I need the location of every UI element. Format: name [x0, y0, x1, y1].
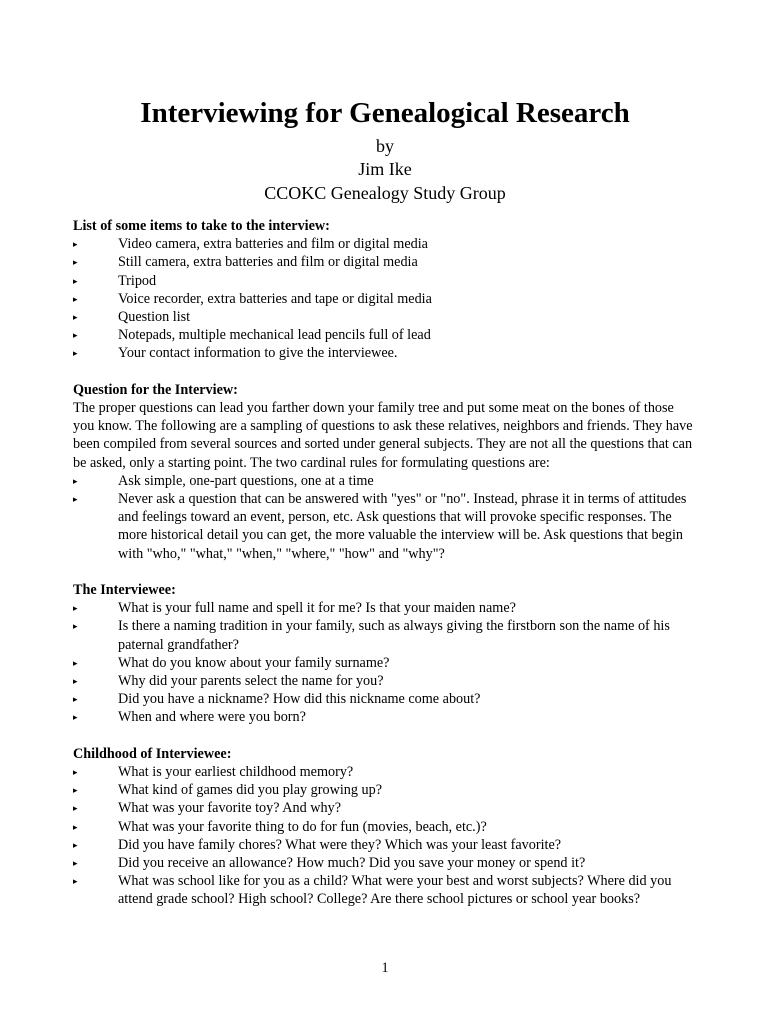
list-item-text: Your contact information to give the interviewee.: [118, 345, 398, 362]
list-item-text: Did you have a nickname? How did this nickname come about?: [118, 691, 481, 708]
list-item-text: Is there a naming tradition in your family, such as always giving the firstborn son the name of his paternal grandfather?: [118, 618, 670, 653]
section-items: [73, 217, 698, 363]
list-item: [73, 836, 698, 854]
list-item: [73, 272, 698, 290]
page-number: 1: [381, 960, 389, 976]
list-item: [73, 690, 698, 708]
bullet-arrow-icon: ▸: [73, 621, 78, 632]
list-item: [73, 818, 698, 836]
list-item: [73, 344, 698, 362]
list-item-text: What kind of games did you play growing up?: [118, 782, 382, 799]
bullet-arrow-icon: ▸: [73, 275, 78, 286]
list-item-text: Still camera, extra batteries and film or digital media: [118, 254, 418, 271]
list-item: [73, 672, 698, 690]
document-title: Interviewing for Genealogical Research: [140, 97, 630, 129]
list-item-text: Voice recorder, extra batteries and tape or digital media: [118, 290, 432, 307]
section-heading: Childhood of Interviewee:: [73, 745, 232, 762]
list-item: [73, 599, 698, 617]
list-item: [73, 799, 698, 817]
list-item-text: Why did your parents select the name for you?: [118, 673, 384, 690]
list-item-text: What was school like for you as a child? What were your best and worst subjects? Where did you attend grade school? High school? College? Are there school pictures or school year books?: [118, 873, 672, 908]
bullet-list: [73, 235, 698, 362]
list-item-text: What was your favorite thing to do for fun (movies, beach, etc.)?: [118, 818, 487, 835]
bullet-arrow-icon: ▸: [73, 839, 78, 850]
bullet-arrow-icon: ▸: [73, 475, 78, 486]
list-item: [73, 763, 698, 781]
list-item: [73, 617, 698, 653]
section-interviewee: [73, 581, 698, 727]
group-name: CCOKC Genealogy Study Group: [264, 183, 506, 203]
list-item-text: Did you receive an allowance? How much? Did you save your money or spend it?: [118, 855, 586, 872]
list-item: [73, 290, 698, 308]
bullet-arrow-icon: ▸: [73, 348, 78, 359]
list-item: [73, 872, 698, 908]
bullet-arrow-icon: ▸: [73, 712, 78, 723]
list-item-text: Notepads, multiple mechanical lead pencils full of lead: [118, 327, 431, 344]
author-name: Jim Ike: [358, 159, 412, 179]
list-item-text: Ask simple, one-part questions, one at a time: [118, 472, 374, 489]
list-item: [73, 253, 698, 271]
bullet-arrow-icon: ▸: [73, 603, 78, 614]
bullet-arrow-icon: ▸: [73, 312, 78, 323]
bullet-arrow-icon: ▸: [73, 821, 78, 832]
section-heading: Question for the Interview:: [73, 381, 238, 398]
list-item: [73, 781, 698, 799]
bullet-arrow-icon: ▸: [73, 239, 78, 250]
byline: by: [376, 136, 394, 156]
list-item-text: Did you have family chores? What were they? Which was your least favorite?: [118, 836, 562, 853]
bullet-arrow-icon: ▸: [73, 293, 78, 304]
list-item-text: What is your earliest childhood memory?: [118, 764, 354, 781]
bullet-arrow-icon: ▸: [73, 657, 78, 668]
list-item-text: Question list: [118, 309, 191, 326]
bullet-arrow-icon: ▸: [73, 876, 78, 887]
bullet-arrow-icon: ▸: [73, 257, 78, 268]
list-item: [73, 654, 698, 672]
list-item-text: Tripod: [118, 272, 157, 289]
list-item: [73, 326, 698, 344]
list-item: [73, 235, 698, 253]
bullet-arrow-icon: ▸: [73, 330, 78, 341]
bullet-list: [73, 763, 698, 909]
section-questions: [73, 381, 698, 563]
list-item-text: What do you know about your family surname?: [118, 654, 390, 671]
bullet-arrow-icon: ▸: [73, 858, 78, 869]
list-item-text: Video camera, extra batteries and film or digital media: [118, 236, 428, 253]
bullet-arrow-icon: ▸: [73, 494, 78, 505]
bullet-arrow-icon: ▸: [73, 676, 78, 687]
list-item: [73, 308, 698, 326]
list-item: [73, 854, 698, 872]
document-body: [73, 217, 698, 909]
list-item-text: Never ask a question that can be answered with "yes" or "no". Instead, phrase it in terms of attitudes and feelings toward an event, person, etc. Ask questions that will provoke specific responses. The more historical detail you can get, the more valuable the interview will be. Ask questions that begin with "who," "what," "when," "where," "how" and "why"?: [118, 491, 687, 562]
bullet-list: [73, 599, 698, 726]
list-item-text: When and where were you born?: [118, 709, 306, 726]
bullet-arrow-icon: ▸: [73, 694, 78, 705]
section-childhood: [73, 745, 698, 909]
list-item-text: What is your full name and spell it for me? Is that your maiden name?: [118, 600, 516, 617]
list-item-text: What was your favorite toy? And why?: [118, 800, 341, 817]
section-heading: The Interviewee:: [73, 582, 176, 599]
bullet-arrow-icon: ▸: [73, 803, 78, 814]
section-paragraph: The proper questions can lead you farther down your family tree and put some meat on the bones of those you know. The following are a sampling of questions to ask these relatives, neighbors and friends. They have been compiled from several sources and sorted under general subjects. They are not all the questions that can be asked, only a starting point. The two cardinal rules for formulating questions are:: [73, 400, 693, 471]
list-item: [73, 708, 698, 726]
section-heading: List of some items to take to the interview:: [73, 218, 330, 234]
bullet-arrow-icon: ▸: [73, 785, 78, 796]
bullet-arrow-icon: ▸: [73, 767, 78, 778]
bullet-list: [73, 472, 698, 563]
list-item: [73, 490, 698, 563]
list-item: [73, 472, 698, 490]
